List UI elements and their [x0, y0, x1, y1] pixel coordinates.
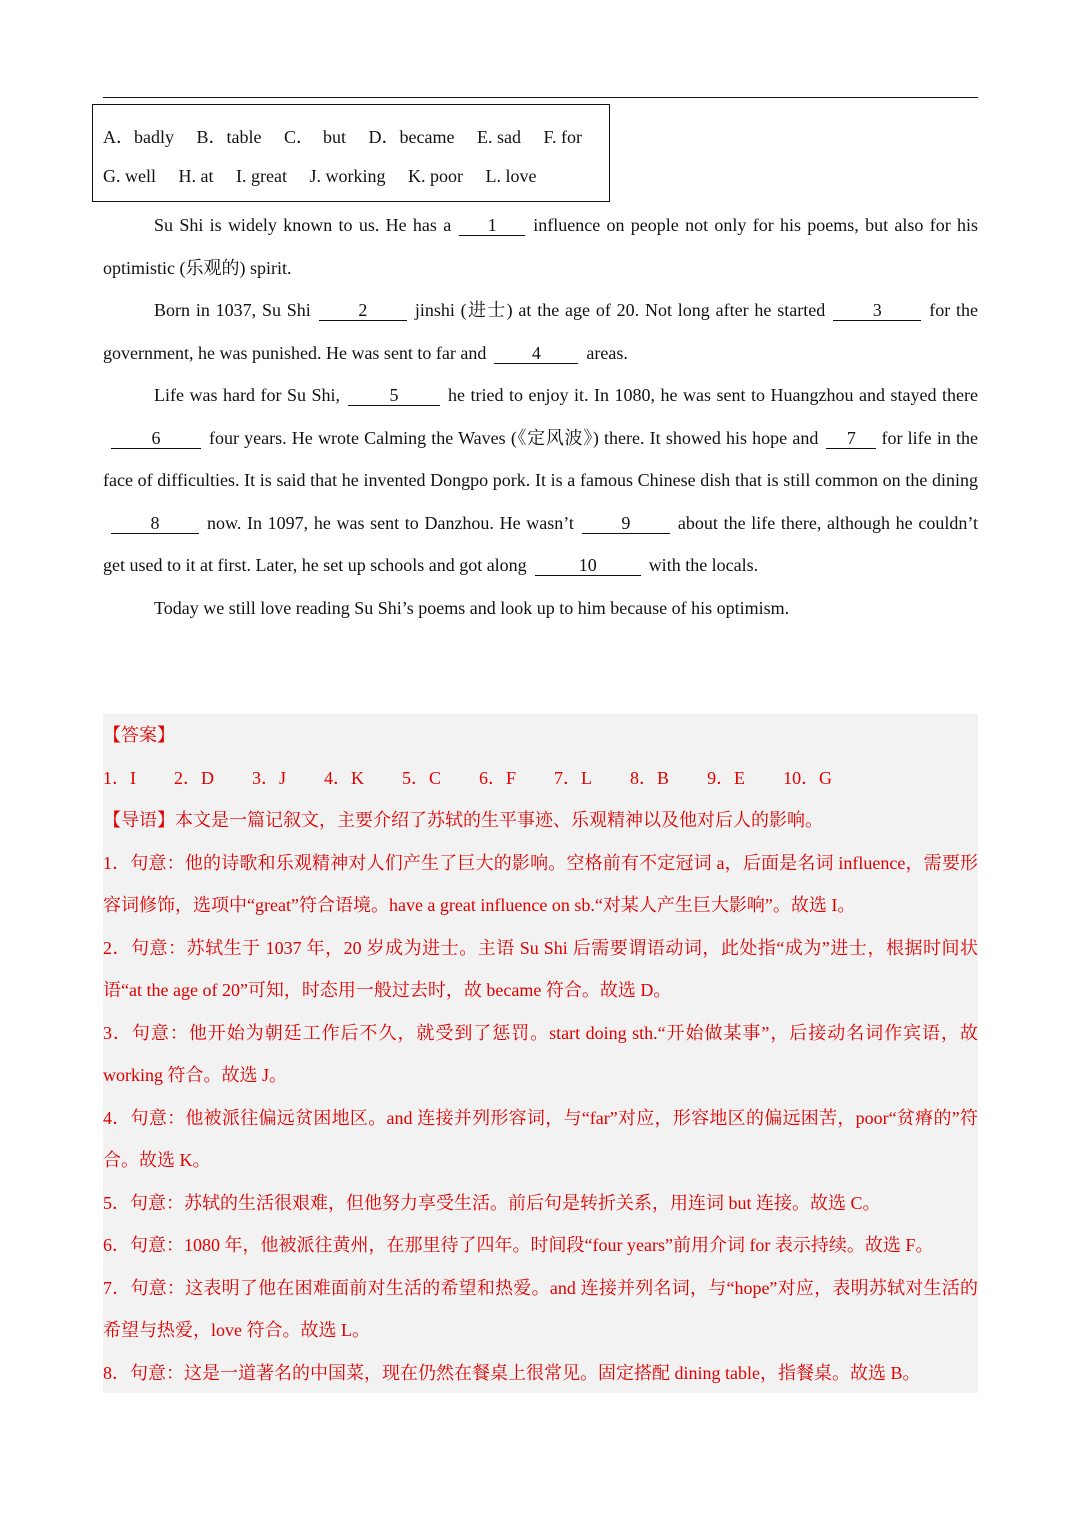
blank-9[interactable]: 9: [582, 513, 670, 534]
answer-keys: [103, 757, 978, 800]
answer-key-2: 2．D: [174, 767, 214, 788]
text: Born in 1037, Su Shi: [154, 300, 311, 320]
text: now. In 1097, he was sent to Danzhou. He wasn’t: [207, 512, 574, 533]
text: he tried to enjoy it. In 1080, he was sent to Huangzhou and stayed there: [448, 385, 978, 405]
answer-key-1: 1．I: [103, 767, 136, 788]
blank-8[interactable]: 8: [111, 513, 199, 534]
blank-4[interactable]: 4: [494, 343, 578, 364]
answer-key-4: 4．K: [324, 767, 365, 788]
answer-key-8: 8．B: [630, 767, 670, 788]
option-l: L. love: [485, 166, 537, 186]
text: about the life there, although he couldn’t get used to it at first. Later, he set up schools and got along: [103, 512, 978, 575]
option-i: I. great: [236, 166, 287, 186]
word-bank-row-2: [103, 166, 536, 187]
explanation-7: 7．句意：这表明了他在困难面前对生活的希望和热爱。and 连接并列名词，与“hope”对应，表明苏轼对生活的希望与热爱，love 符合。故选 L。: [103, 1277, 978, 1340]
blank-10[interactable]: 10: [535, 555, 641, 576]
guide-text: 【导语】本文是一篇记叙文，主要介绍了苏轼的生平事迹、乐观精神以及他对后人的影响。: [103, 810, 823, 830]
paragraph-1: [103, 204, 978, 289]
text: Life was hard for Su Shi,: [154, 385, 341, 405]
explanation-8: 8．句意：这是一道著名的中国菜，现在仍然在餐桌上很常见。固定搭配 dining table，指餐桌。故选 B。: [103, 1362, 921, 1383]
text: for the government, he was punished. He was sent to far and: [103, 300, 979, 363]
option-d: D．became: [368, 127, 455, 147]
word-bank-box: [92, 104, 610, 202]
explanation-2: 2．句意：苏轼生于 1037 年，20 岁成为进士。主语 Su Shi 后需要谓语动词，此处指“成为”进士，根据时间状语“at the age of 20”可知，时态用一般过去时，故 became 符合。故选 D。: [103, 937, 978, 1000]
passage: [103, 204, 978, 629]
paragraph-4: Today we still love reading Su Shi’s poems and look up to him because of his optimism.: [154, 597, 790, 618]
explanation-1: 1．句意：他的诗歌和乐观精神对人们产生了巨大的影响。空格前有不定冠词 a，后面是名词 influence，需要形容词修饰，选项中“great”符合语境。have a great influence on sb.“对某人产生巨大影响”。故选 I。: [103, 852, 978, 915]
answer-key-3: 3．J: [252, 767, 287, 788]
blank-2[interactable]: 2: [319, 300, 407, 321]
text: jinshi (进士) at the age of 20. Not long after he started: [414, 300, 826, 320]
word-bank-row-1: [103, 123, 582, 149]
blank-1[interactable]: 1: [459, 215, 525, 236]
explanation-5: 5．句意：苏轼的生活很艰难，但他努力享受生活。前后句是转折关系，用连词 but 连接。故选 C。: [103, 1192, 881, 1213]
option-f: F. for: [543, 127, 583, 147]
text: areas.: [586, 342, 628, 363]
option-c: C． but: [284, 127, 347, 147]
blank-3[interactable]: 3: [833, 300, 921, 321]
blank-7[interactable]: 7: [826, 428, 876, 449]
blank-5[interactable]: 5: [348, 385, 440, 406]
answer-key-10: 10．G: [783, 767, 833, 788]
option-k: K. poor: [407, 166, 463, 186]
text: four years. He wrote Calming the Waves (《定风波》) there. It showed his hope and: [209, 427, 819, 448]
answer-key-6: 6．F: [479, 767, 517, 788]
text: with the locals.: [648, 555, 759, 575]
answer-key-7: 7．L: [554, 767, 593, 788]
answer-content: [103, 714, 978, 1394]
option-g: G. well: [103, 166, 156, 186]
answer-key-9: 9．E: [707, 767, 746, 788]
text: Su Shi is widely known to us. He has a: [154, 215, 452, 235]
option-j: J. working: [309, 166, 386, 186]
explanation-6: 6．句意：1080 年，他被派往黄州，在那里待了四年。时间段“four years”前用介词 for 表示持续。故选 F。: [103, 1235, 934, 1255]
answer-key-5: 5．C: [402, 767, 442, 788]
answer-section: [103, 714, 978, 1393]
explanation-3: 3．句意：他开始为朝廷工作后不久，就受到了惩罚。start doing sth.“开始做某事”，后接动名词作宾语，故 working 符合。故选 J。: [103, 1022, 978, 1085]
answer-label: 【答案】: [103, 725, 175, 745]
option-e: E. sad: [476, 127, 521, 147]
paragraph-3: [103, 374, 978, 587]
option-h: H. at: [178, 166, 214, 186]
paragraph-2: [103, 289, 978, 374]
blank-6[interactable]: 6: [111, 428, 201, 449]
text: for life in the face of difficulties. It is said that he invented Dongpo pork. It is a famous Chinese dish that is still common on the dining: [103, 427, 978, 490]
text: influence on people not only for his poems, but also for his optimistic (乐观的) spirit.: [103, 215, 978, 278]
option-a: A．badly: [103, 127, 174, 147]
explanation-4: 4．句意：他被派往偏远贫困地区。and 连接并列形容词，与“far”对应，形容地区的偏远困苦，poor“贫瘠的”符合。故选 K。: [103, 1107, 978, 1170]
header-rule: [103, 97, 978, 98]
option-b: B．table: [196, 127, 262, 147]
